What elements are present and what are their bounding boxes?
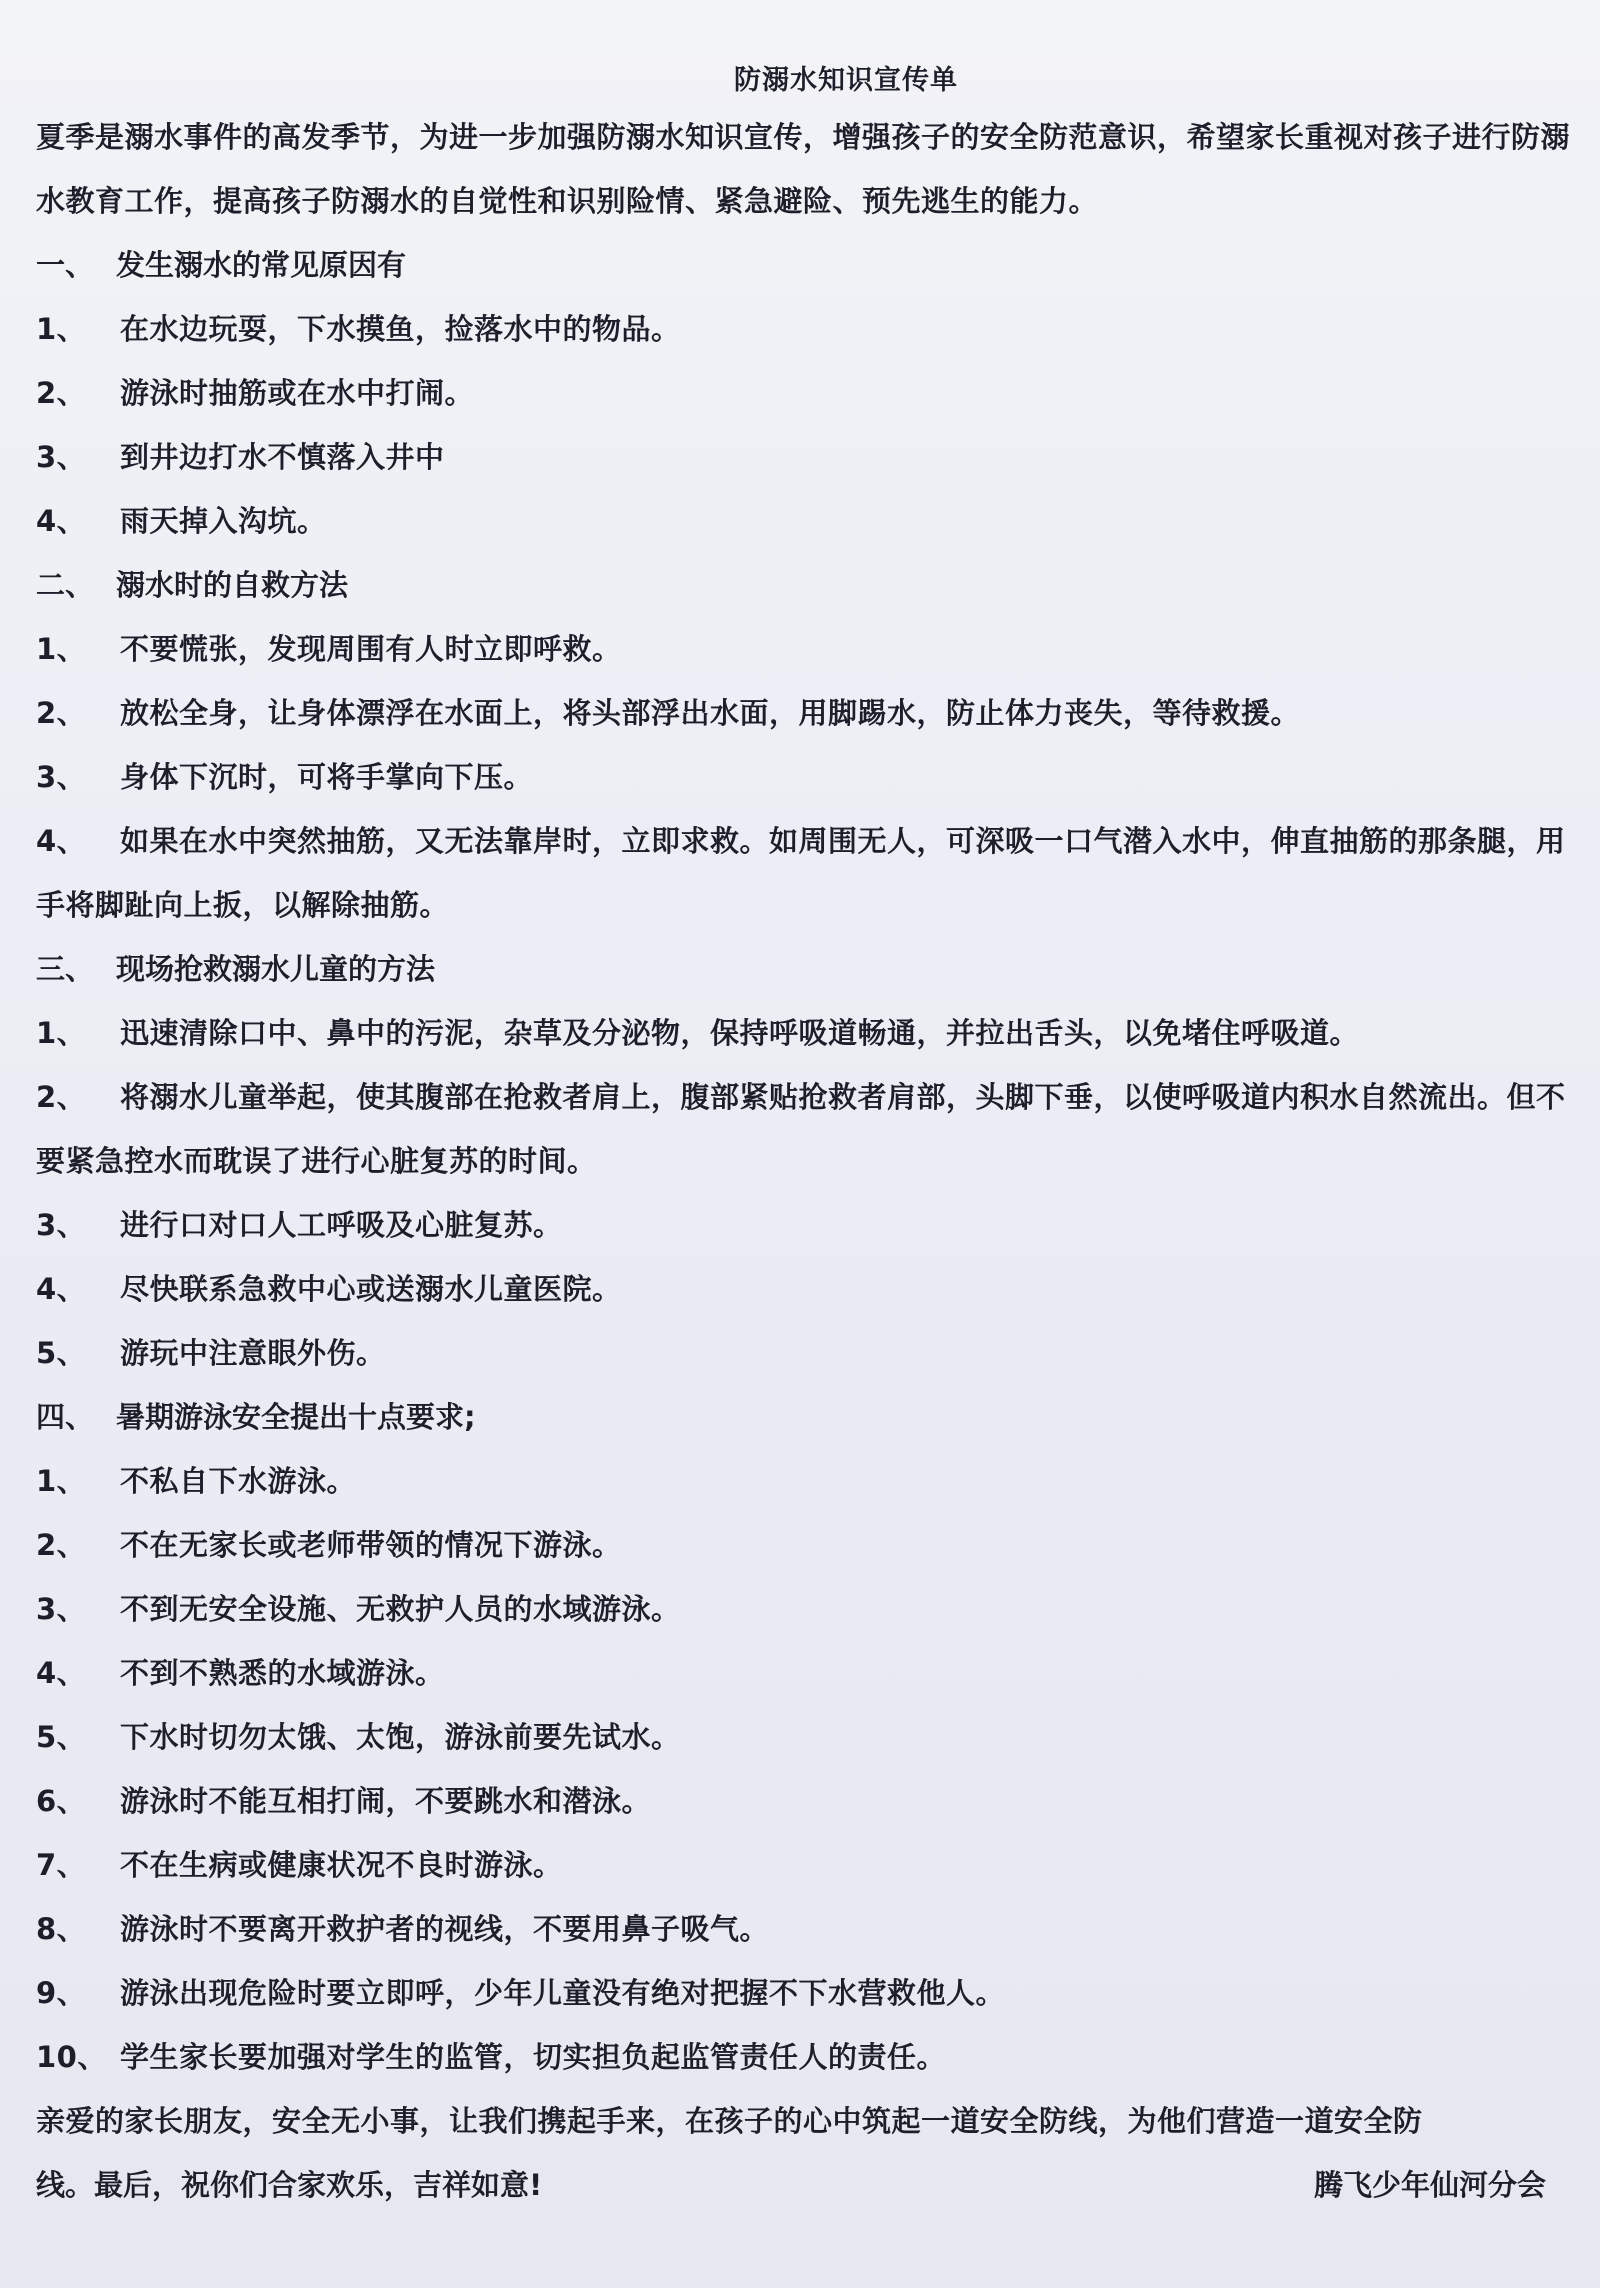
section-number: 一、 [36,248,95,282]
list-item [36,1257,1576,1321]
list-item-number: 5、 [36,1336,87,1370]
list-item-number: 1、 [36,1464,87,1498]
section-heading-text: 发生溺水的常见原因有 [116,248,407,282]
list-item-number: 2、 [36,1080,87,1114]
list-item-text: 雨天掉入沟坑。 [120,504,327,538]
list-item-number: 4、 [36,824,87,858]
organization-signature: 腾飞少年仙河分会 [1313,2168,1546,2202]
list-item-text: 不要慌张，发现周围有人时立即呼救。 [120,632,622,666]
list-item-number: 3、 [36,760,87,794]
section-heading [36,1385,1576,1449]
list-item-text: 不在生病或健康状况不良时游泳。 [120,1848,563,1882]
list-item [36,489,1576,553]
list-item-number: 10、 [36,2040,107,2074]
list-item-number: 1、 [36,1016,87,1050]
list-item-text: 进行口对口人工呼吸及心脏复苏。 [120,1208,563,1242]
section-number: 二、 [36,568,95,602]
list-item [36,1641,1576,1705]
list-item-number: 1、 [36,632,87,666]
list-item-text: 到井边打水不慎落入井中 [120,440,445,474]
list-item-text: 游泳时不要离开救护者的视线，不要用鼻子吸气。 [120,1912,770,1946]
list-item-number: 2、 [36,696,87,730]
list-item-number: 1、 [36,312,87,346]
sections-container [36,233,1576,2089]
list-item-number: 7、 [36,1848,87,1882]
list-item-number: 4、 [36,1272,87,1306]
list-item-text: 学生家长要加强对学生的监管，切实担负起监管责任人的责任。 [120,2040,947,2074]
list-item-number: 4、 [36,504,87,538]
list-item [36,617,1576,681]
list-item [36,1449,1576,1513]
list-item-text: 不在无家长或老师带领的情况下游泳。 [120,1528,622,1562]
list-item [36,1705,1576,1769]
list-item-text: 迅速清除口中、鼻中的污泥，杂草及分泌物，保持呼吸道畅通，并拉出舌头，以免堵住呼吸道。 [120,1016,1360,1050]
list-item-number: 4、 [36,1656,87,1690]
list-item [36,745,1576,809]
list-item-text: 如果在水中突然抽筋，又无法靠岸时，立即求救。如周围无人，可深吸一口气潜入水中，伸直抽筋的那条腿，用手将脚趾向上扳，以解除抽筋。 [36,824,1566,922]
list-item-text: 尽快联系急救中心或送溺水儿童医院。 [120,1272,622,1306]
list-item-number: 2、 [36,376,87,410]
section-number: 三、 [36,952,95,986]
section-heading-text: 现场抢救溺水儿童的方法 [116,952,436,986]
list-item-text: 游泳时不能互相打闹，不要跳水和潜泳。 [120,1784,652,1818]
flyer-title: 防溺水知识宣传单 [734,65,958,96]
list-item-number: 6、 [36,1784,87,1818]
list-item [36,1833,1576,1897]
list-item [36,2025,1576,2089]
list-item-text: 游泳出现危险时要立即呼，少年儿童没有绝对把握不下水营救他人。 [120,1976,1006,2010]
list-item [36,1193,1576,1257]
list-item-text: 放松全身，让身体漂浮在水面上，将头部浮出水面，用脚踢水，防止体力丧失，等待救援。 [120,696,1301,730]
list-item [36,1513,1576,1577]
list-item [36,1897,1576,1961]
list-item-text: 不到无安全设施、无救护人员的水域游泳。 [120,1592,681,1626]
list-item-text: 下水时切勿太饿、太饱，游泳前要先试水。 [120,1720,681,1754]
list-item-text: 在水边玩耍，下水摸鱼，捡落水中的物品。 [120,312,681,346]
list-item [36,681,1576,745]
list-item-number: 3、 [36,440,87,474]
section-number: 四、 [36,1400,95,1434]
list-item [36,1769,1576,1833]
intro-paragraph: 夏季是溺水事件的高发季节，为进一步加强防溺水知识宣传，增强孩子的安全防范意识，希望家长重视对孩子进行防溺水教育工作，提高孩子防溺水的自觉性和识别险情、紧急避险、预先逃生的能力。 [36,120,1571,218]
list-item-number: 3、 [36,1592,87,1626]
list-item-text: 不到不熟悉的水域游泳。 [120,1656,445,1690]
list-item [36,1577,1576,1641]
list-item [36,297,1576,361]
list-item [36,1321,1576,1385]
list-item [36,425,1576,489]
list-item-text: 身体下沉时，可将手掌向下压。 [120,760,534,794]
list-item-number: 2、 [36,1528,87,1562]
list-item-number: 9、 [36,1976,87,2010]
section-heading-text: 溺水时的自救方法 [116,568,349,602]
list-item [36,809,1576,937]
list-item-number: 8、 [36,1912,87,1946]
section-heading [36,937,1576,1001]
section-heading-text: 暑期游泳安全提出十点要求; [116,1400,476,1434]
closing-footer [36,2153,1576,2217]
list-item-text: 不私自下水游泳。 [120,1464,357,1498]
list-item [36,1961,1576,2025]
closing-paragraph: 亲爱的家长朋友，安全无小事，让我们携起手来，在孩子的心中筑起一道安全防线，为他们营造一道安全防 [36,2104,1423,2138]
closing-wish: 线。最后，祝你们合家欢乐，吉祥如意! [36,2168,543,2202]
list-item-text: 游泳时抽筋或在水中打闹。 [120,376,475,410]
list-item-text: 游玩中注意眼外伤。 [120,1336,386,1370]
section-heading [36,233,1576,297]
list-item [36,1001,1576,1065]
list-item-number: 5、 [36,1720,87,1754]
list-item [36,361,1576,425]
list-item-number: 3、 [36,1208,87,1242]
list-item-text: 将溺水儿童举起，使其腹部在抢救者肩上，腹部紧贴抢救者肩部，头脚下垂，以使呼吸道内积水自然流出。但不要紧急控水而耽误了进行心脏复苏的时间。 [36,1080,1566,1178]
list-item [36,1065,1576,1193]
section-heading [36,553,1576,617]
